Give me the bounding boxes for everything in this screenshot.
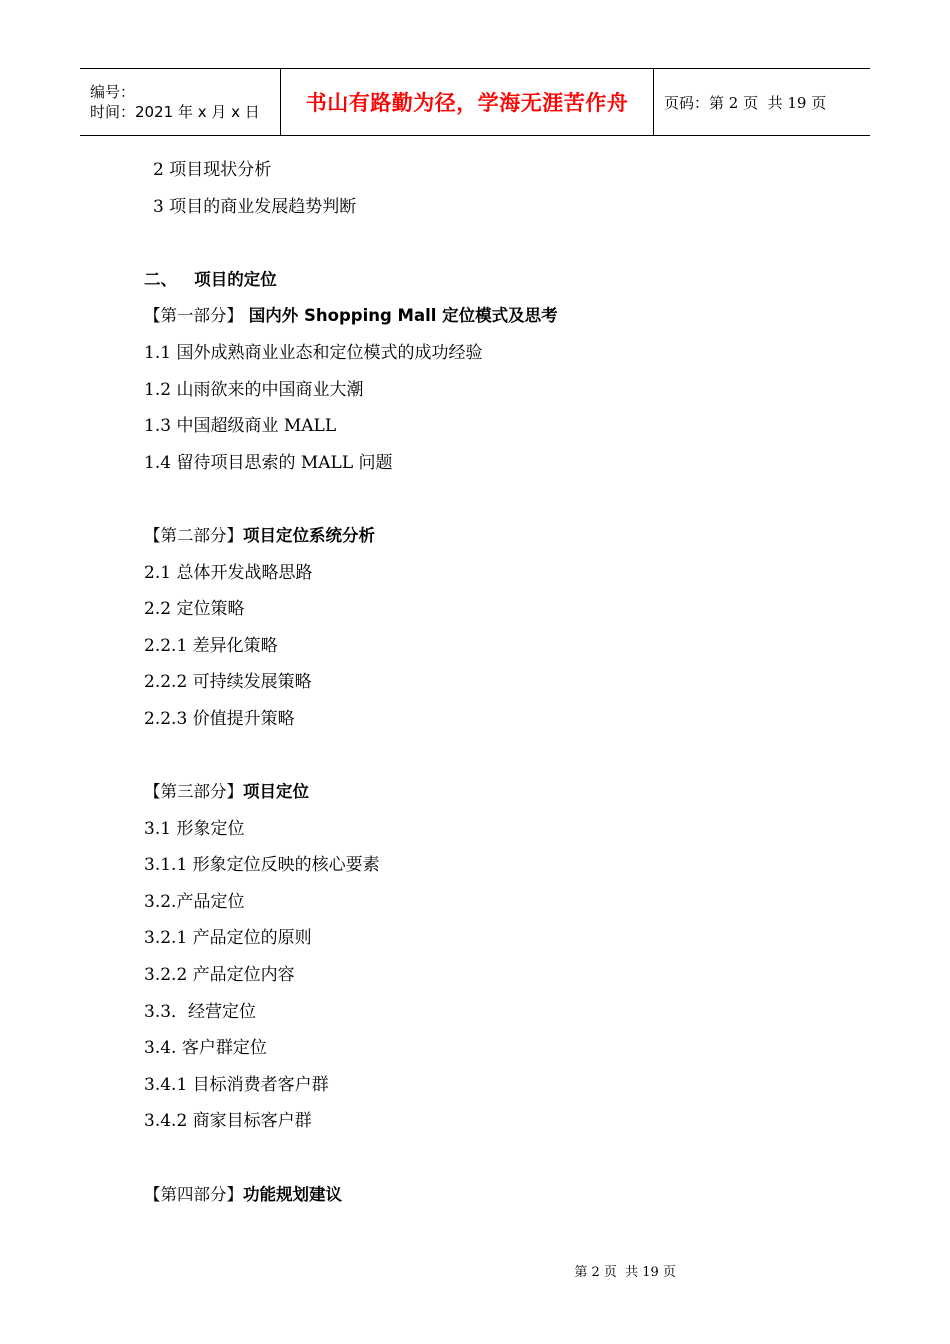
part3-item: 3.1.1 形象定位反映的核心要素: [144, 855, 380, 876]
section-two-title: 二、 项目的定位: [144, 269, 277, 289]
spacer: [144, 481, 844, 518]
part3-item: 3.2.2 产品定位内容: [144, 965, 295, 986]
part1-heading: [144, 298, 844, 335]
intro-item-3: 3 项目的商业发展趋势判断: [153, 196, 357, 217]
part2-item: 2.2 定位策略: [144, 599, 245, 620]
part2-item: 2.2.1 差异化策略: [144, 635, 278, 656]
part3-item: 3.3．经营定位: [144, 1001, 257, 1022]
part1-item: 1.1 国外成熟商业业态和定位模式的成功经验: [144, 342, 483, 363]
part1-title: 国内外 Shopping Mall 定位模式及思考: [243, 306, 558, 326]
part1-item: 1.4 留待项目思索的 MALL 问题: [144, 452, 393, 473]
part1-item: 1.2 山雨欲来的中国商业大潮: [144, 379, 364, 400]
part2-item: 2.1 总体开发战略思路: [144, 562, 313, 583]
page-footer: [0, 1246, 950, 1280]
intro-item-2: 2 项目现状分析: [153, 160, 272, 180]
part4-heading: [144, 1177, 844, 1214]
part3-item: 3.4.1 目标消费者客户群: [144, 1074, 329, 1095]
part4-title: 功能规划建议: [243, 1184, 342, 1204]
header-motto: 书山有路勤为径，学海无涯苦作舟: [305, 91, 629, 115]
part3-item: 3.1 形象定位: [144, 818, 245, 839]
spacer: [144, 738, 844, 775]
part3-item: 3.2.产品定位: [144, 891, 245, 912]
page-header: [80, 68, 870, 136]
part3-heading: [144, 774, 844, 811]
part4-bracket: 【第四部分】: [144, 1184, 243, 1204]
part2-title: 项目定位系统分析: [243, 525, 375, 545]
part2-item: 2.2.3 价值提升策略: [144, 708, 295, 729]
header-page-label: 页码：第 2 页 共 19 页: [664, 93, 827, 112]
part1-item: 1.3 中国超级商业 MALL: [144, 416, 337, 437]
document-body: [144, 152, 844, 1213]
header-meta: [80, 69, 281, 135]
part3-item: 3.2.1 产品定位的原则: [144, 928, 312, 949]
footer-page-number: 第 2 页 共 19 页: [574, 1265, 676, 1280]
doc-time-label: 时间：2021 年 x 月 x 日: [90, 103, 260, 121]
part2-heading: [144, 518, 844, 555]
part3-bracket: 【第三部分】: [144, 782, 243, 802]
spacer: [144, 1140, 844, 1177]
doc-number-label: 编号：: [90, 83, 136, 101]
part2-bracket: 【第二部分】: [144, 525, 243, 545]
part3-item: 3.4.2 商家目标客户群: [144, 1111, 312, 1132]
spacer: [144, 225, 844, 262]
part2-item: 2.2.2 可持续发展策略: [144, 672, 312, 693]
part3-item: 3.4. 客户群定位: [144, 1038, 267, 1059]
part3-title: 项目定位: [243, 782, 309, 802]
part1-bracket: 【第一部分】: [144, 306, 243, 326]
header-motto-cell: [281, 69, 654, 135]
header-page-cell: [654, 69, 870, 135]
